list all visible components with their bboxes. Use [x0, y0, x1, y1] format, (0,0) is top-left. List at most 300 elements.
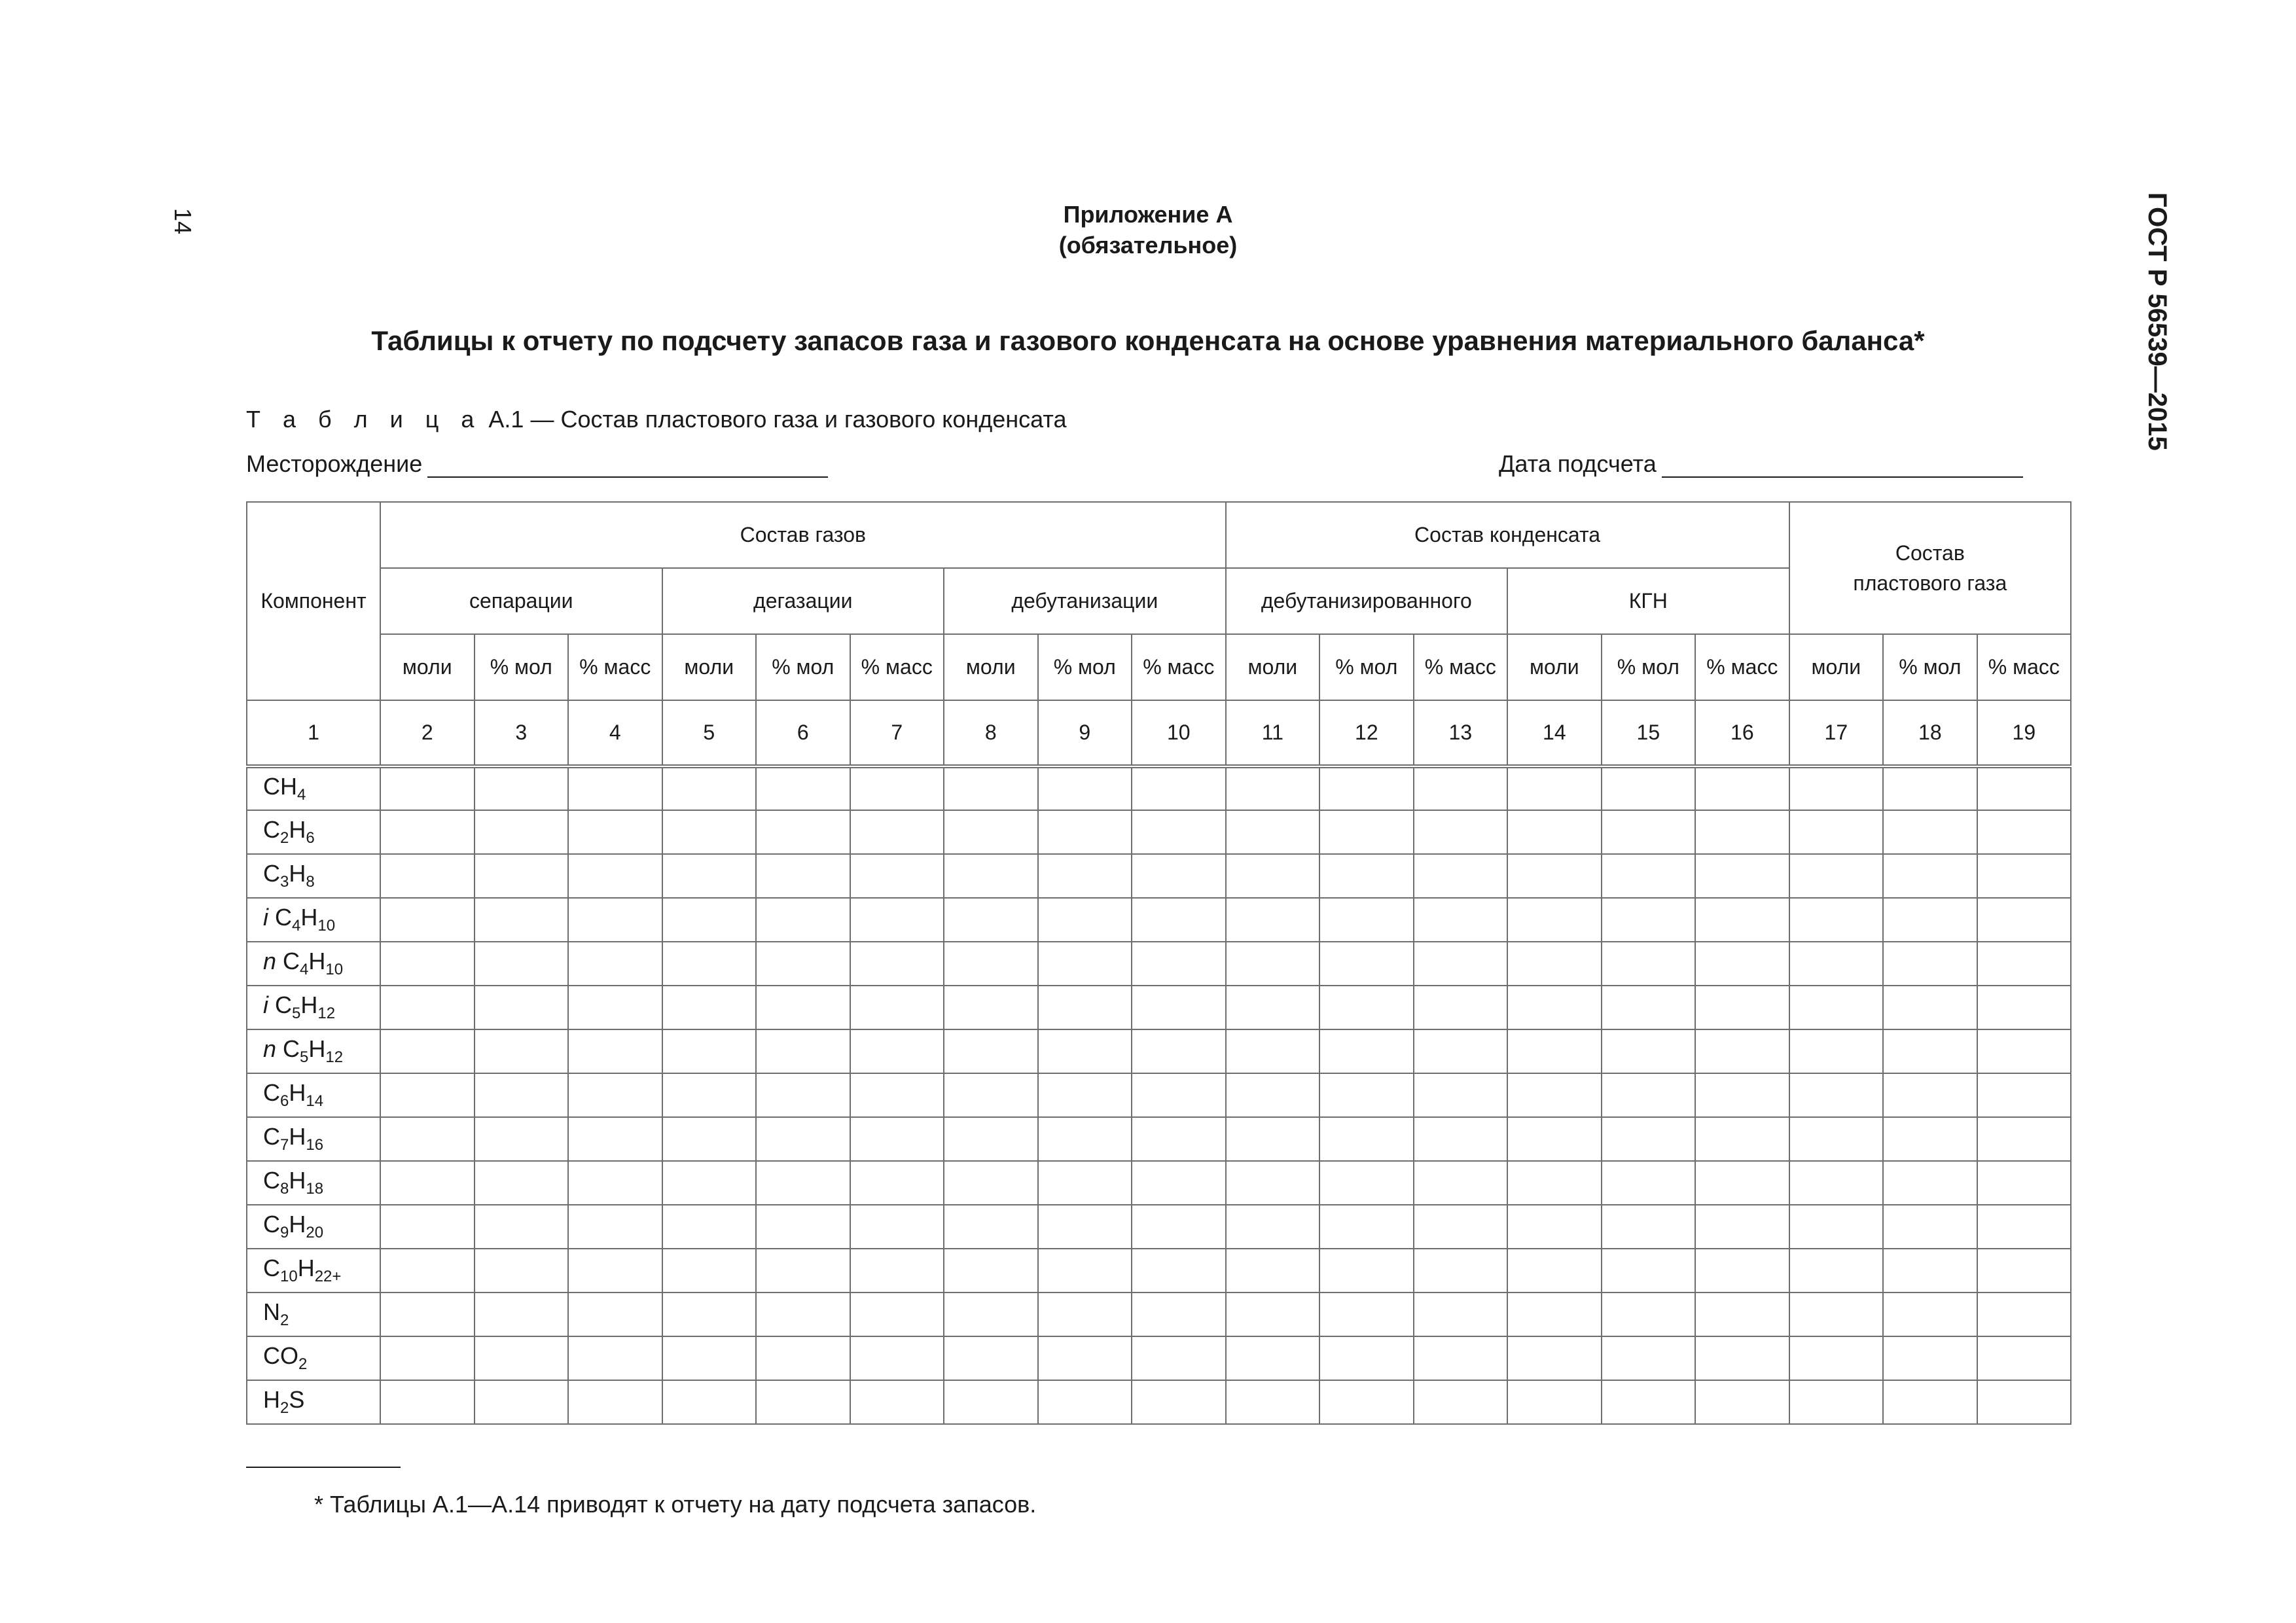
data-cell[interactable] — [1226, 1380, 1320, 1424]
data-cell[interactable] — [380, 1161, 475, 1205]
data-cell[interactable] — [1883, 1117, 1977, 1161]
data-cell[interactable] — [1602, 942, 1696, 986]
data-cell[interactable] — [1977, 1249, 2072, 1293]
data-cell[interactable] — [568, 854, 662, 898]
data-cell[interactable] — [944, 1117, 1038, 1161]
data-cell[interactable] — [850, 942, 944, 986]
data-cell[interactable] — [1977, 898, 2072, 942]
date-blank-line[interactable] — [1662, 452, 2023, 478]
data-cell[interactable] — [756, 1205, 850, 1249]
appendix-title: Приложение А — [1063, 201, 1233, 228]
data-cell[interactable] — [1789, 942, 1884, 986]
data-cell[interactable] — [1038, 1205, 1132, 1249]
data-cell[interactable] — [1507, 1117, 1602, 1161]
data-cell[interactable] — [1507, 898, 1602, 942]
data-cell[interactable] — [1883, 1249, 1977, 1293]
data-cell[interactable] — [756, 1249, 850, 1293]
data-cell[interactable] — [1977, 1117, 2072, 1161]
data-cell[interactable] — [850, 766, 944, 810]
data-cell[interactable] — [662, 766, 757, 810]
data-cell[interactable] — [1602, 1161, 1696, 1205]
data-cell[interactable] — [380, 1380, 475, 1424]
isomer-prefix: i — [263, 991, 275, 1019]
data-cell[interactable] — [475, 810, 569, 854]
data-cell[interactable] — [1602, 1073, 1696, 1117]
data-cell[interactable] — [756, 766, 850, 810]
data-cell[interactable] — [568, 1029, 662, 1073]
data-cell[interactable] — [944, 1161, 1038, 1205]
composition-table — [246, 501, 2072, 1425]
data-cell[interactable] — [1132, 854, 1226, 898]
deposit-blank-line[interactable] — [427, 452, 828, 478]
data-cell[interactable] — [1226, 854, 1320, 898]
data-cell[interactable] — [475, 1249, 569, 1293]
data-cell[interactable] — [1977, 1380, 2072, 1424]
data-cell[interactable] — [1977, 810, 2072, 854]
data-cell[interactable] — [1507, 1161, 1602, 1205]
data-cell[interactable] — [380, 1293, 475, 1336]
data-cell[interactable] — [475, 898, 569, 942]
data-cell[interactable] — [1414, 1161, 1508, 1205]
data-cell[interactable] — [1319, 1161, 1414, 1205]
data-cell[interactable] — [944, 898, 1038, 942]
data-cell[interactable] — [1038, 1073, 1132, 1117]
data-cell[interactable] — [944, 1029, 1038, 1073]
data-cell[interactable] — [1789, 766, 1884, 810]
data-cell[interactable] — [1226, 1249, 1320, 1293]
data-cell[interactable] — [380, 1249, 475, 1293]
data-cell[interactable] — [1789, 1117, 1884, 1161]
data-cell[interactable] — [568, 1117, 662, 1161]
data-cell[interactable] — [1695, 1161, 1789, 1205]
data-cell[interactable] — [568, 1249, 662, 1293]
data-cell[interactable] — [1789, 898, 1884, 942]
data-cell[interactable] — [380, 1205, 475, 1249]
data-cell[interactable] — [662, 1336, 757, 1380]
data-cell[interactable] — [568, 986, 662, 1029]
data-cell[interactable] — [1319, 810, 1414, 854]
data-cell[interactable] — [475, 1380, 569, 1424]
data-cell[interactable] — [1507, 1380, 1602, 1424]
data-cell[interactable] — [1038, 766, 1132, 810]
data-cell[interactable] — [1695, 1249, 1789, 1293]
data-cell[interactable] — [1977, 942, 2072, 986]
data-cell[interactable] — [1132, 1161, 1226, 1205]
data-cell[interactable] — [1319, 1249, 1414, 1293]
data-cell[interactable] — [1883, 1029, 1977, 1073]
data-cell[interactable] — [568, 898, 662, 942]
data-cell[interactable] — [1977, 766, 2072, 810]
data-cell[interactable] — [1226, 942, 1320, 986]
data-cell[interactable] — [1883, 1073, 1977, 1117]
data-cell[interactable] — [1695, 810, 1789, 854]
data-cell[interactable] — [1602, 1249, 1696, 1293]
data-cell[interactable] — [1883, 810, 1977, 854]
data-cell[interactable] — [1038, 1293, 1132, 1336]
data-cell[interactable] — [1602, 1336, 1696, 1380]
data-cell[interactable] — [568, 942, 662, 986]
data-cell[interactable] — [568, 1336, 662, 1380]
data-cell[interactable] — [1602, 1293, 1696, 1336]
data-cell[interactable] — [1414, 1293, 1508, 1336]
data-cell[interactable] — [662, 854, 757, 898]
data-cell[interactable] — [1319, 1029, 1414, 1073]
data-cell[interactable] — [1602, 810, 1696, 854]
data-cell[interactable] — [1789, 1161, 1884, 1205]
data-cell[interactable] — [662, 810, 757, 854]
unit-header-cell: % мол — [475, 634, 569, 700]
data-cell[interactable] — [1695, 1336, 1789, 1380]
data-cell[interactable] — [380, 942, 475, 986]
data-cell[interactable] — [380, 1336, 475, 1380]
data-cell[interactable] — [662, 1205, 757, 1249]
data-cell[interactable] — [662, 1073, 757, 1117]
data-cell[interactable] — [850, 1029, 944, 1073]
data-cell[interactable] — [1132, 1336, 1226, 1380]
data-cell[interactable] — [756, 942, 850, 986]
gas-composition-header: Состав газов — [380, 502, 1226, 568]
data-cell[interactable] — [1226, 986, 1320, 1029]
data-cell[interactable] — [1319, 854, 1414, 898]
data-cell[interactable] — [1414, 1249, 1508, 1293]
table-caption-text: А.1 — Состав пластового газа и газового конденсата — [482, 406, 1067, 433]
data-cell[interactable] — [1132, 1380, 1226, 1424]
data-cell[interactable] — [1132, 1249, 1226, 1293]
data-cell[interactable] — [1132, 898, 1226, 942]
data-cell[interactable] — [1038, 1249, 1132, 1293]
data-cell[interactable] — [756, 810, 850, 854]
data-cell[interactable] — [1602, 898, 1696, 942]
data-cell[interactable] — [662, 1380, 757, 1424]
data-cell[interactable] — [1789, 1029, 1884, 1073]
data-cell[interactable] — [568, 1380, 662, 1424]
data-cell[interactable] — [1319, 986, 1414, 1029]
data-cell[interactable] — [1883, 1161, 1977, 1205]
data-cell[interactable] — [1507, 1293, 1602, 1336]
data-cell[interactable] — [850, 898, 944, 942]
data-cell[interactable] — [1789, 1293, 1884, 1336]
data-cell[interactable] — [1132, 1293, 1226, 1336]
deposit-field — [246, 450, 828, 478]
data-cell[interactable] — [1977, 1293, 2072, 1336]
data-cell[interactable] — [568, 1293, 662, 1336]
data-cell[interactable] — [1038, 898, 1132, 942]
data-cell[interactable] — [1414, 1117, 1508, 1161]
data-cell[interactable] — [1414, 854, 1508, 898]
data-cell[interactable] — [850, 1249, 944, 1293]
unit-header-cell: % масс — [568, 634, 662, 700]
data-cell[interactable] — [1226, 1336, 1320, 1380]
data-cell[interactable] — [1507, 1205, 1602, 1249]
data-cell[interactable] — [1977, 1205, 2072, 1249]
data-cell[interactable] — [944, 1073, 1038, 1117]
data-cell[interactable] — [1132, 810, 1226, 854]
header-row-numbers — [247, 700, 2071, 766]
data-cell[interactable] — [756, 1117, 850, 1161]
data-cell[interactable] — [1038, 942, 1132, 986]
data-cell[interactable] — [1507, 942, 1602, 986]
data-cell[interactable] — [1977, 1336, 2072, 1380]
data-cell[interactable] — [1414, 766, 1508, 810]
data-cell[interactable] — [1507, 1029, 1602, 1073]
data-cell[interactable] — [1132, 942, 1226, 986]
data-cell[interactable] — [1789, 1336, 1884, 1380]
data-cell[interactable] — [756, 986, 850, 1029]
data-cell[interactable] — [1602, 854, 1696, 898]
data-cell[interactable] — [850, 1117, 944, 1161]
table-row — [247, 1029, 2071, 1073]
data-cell[interactable] — [1507, 986, 1602, 1029]
data-cell[interactable] — [850, 1205, 944, 1249]
data-cell[interactable] — [944, 854, 1038, 898]
atom-count: 2 — [280, 1399, 289, 1418]
data-cell[interactable] — [1602, 766, 1696, 810]
data-cell[interactable] — [568, 1161, 662, 1205]
data-cell[interactable] — [1038, 1336, 1132, 1380]
data-cell[interactable] — [662, 1117, 757, 1161]
data-cell[interactable] — [1226, 1029, 1320, 1073]
data-cell[interactable] — [1226, 1117, 1320, 1161]
data-cell[interactable] — [1226, 1073, 1320, 1117]
data-cell[interactable] — [475, 1029, 569, 1073]
data-cell[interactable] — [1507, 1249, 1602, 1293]
data-cell[interactable] — [1695, 1205, 1789, 1249]
data-cell[interactable] — [380, 898, 475, 942]
data-cell[interactable] — [1883, 1205, 1977, 1249]
atom-count: 5 — [300, 1048, 309, 1067]
data-cell[interactable] — [756, 1380, 850, 1424]
data-cell[interactable] — [1695, 1117, 1789, 1161]
data-cell[interactable] — [944, 1336, 1038, 1380]
data-cell[interactable] — [475, 942, 569, 986]
data-cell[interactable] — [1414, 1336, 1508, 1380]
table-row — [247, 1117, 2071, 1161]
data-cell[interactable] — [850, 1336, 944, 1380]
data-cell[interactable] — [1132, 1117, 1226, 1161]
data-cell[interactable] — [1132, 1205, 1226, 1249]
data-cell[interactable] — [380, 810, 475, 854]
data-cell[interactable] — [1414, 986, 1508, 1029]
atom-count: 9 — [280, 1224, 289, 1242]
data-cell[interactable] — [850, 854, 944, 898]
data-cell[interactable] — [1507, 810, 1602, 854]
data-cell[interactable] — [1789, 986, 1884, 1029]
main-title: Таблицы к отчету по подсчету запасов газа и газового конденсата на основе уравнения материального баланса* — [371, 325, 1925, 356]
element-symbol: S — [289, 1386, 305, 1414]
data-cell[interactable] — [1507, 1336, 1602, 1380]
data-cell[interactable] — [568, 810, 662, 854]
data-cell[interactable] — [568, 766, 662, 810]
data-cell[interactable] — [1414, 1380, 1508, 1424]
data-cell[interactable] — [756, 1293, 850, 1336]
data-cell[interactable] — [1414, 942, 1508, 986]
data-cell[interactable] — [475, 854, 569, 898]
data-cell[interactable] — [1789, 1380, 1884, 1424]
data-cell[interactable] — [1883, 1336, 1977, 1380]
data-cell[interactable] — [944, 810, 1038, 854]
data-cell[interactable] — [1414, 1073, 1508, 1117]
data-cell[interactable] — [1414, 898, 1508, 942]
unit-header-cell: моли — [662, 634, 757, 700]
data-cell[interactable] — [1319, 1336, 1414, 1380]
table-row — [247, 942, 2071, 986]
data-cell[interactable] — [850, 1161, 944, 1205]
element-symbol: H — [300, 904, 318, 931]
data-cell[interactable] — [1602, 1380, 1696, 1424]
data-cell[interactable] — [1319, 1205, 1414, 1249]
data-cell[interactable] — [850, 986, 944, 1029]
data-cell[interactable] — [1319, 1117, 1414, 1161]
data-cell[interactable] — [1602, 986, 1696, 1029]
data-cell[interactable] — [380, 854, 475, 898]
data-cell[interactable] — [380, 766, 475, 810]
data-cell[interactable] — [756, 854, 850, 898]
data-cell[interactable] — [1038, 986, 1132, 1029]
data-cell[interactable] — [1226, 1205, 1320, 1249]
data-cell[interactable] — [662, 1249, 757, 1293]
data-cell[interactable] — [944, 1249, 1038, 1293]
data-cell[interactable] — [1226, 1161, 1320, 1205]
data-cell[interactable] — [1883, 766, 1977, 810]
data-cell[interactable] — [380, 1073, 475, 1117]
data-cell[interactable] — [944, 1380, 1038, 1424]
data-cell[interactable] — [1695, 986, 1789, 1029]
data-cell[interactable] — [1507, 854, 1602, 898]
data-cell[interactable] — [1883, 854, 1977, 898]
data-cell[interactable] — [1789, 1205, 1884, 1249]
data-cell[interactable] — [1038, 1029, 1132, 1073]
data-cell[interactable] — [1977, 1161, 2072, 1205]
data-cell[interactable] — [1977, 986, 2072, 1029]
data-cell[interactable] — [475, 1073, 569, 1117]
data-cell[interactable] — [1602, 1029, 1696, 1073]
data-cell[interactable] — [1038, 810, 1132, 854]
data-cell[interactable] — [662, 1293, 757, 1336]
data-cell[interactable] — [756, 1336, 850, 1380]
data-cell[interactable] — [1695, 898, 1789, 942]
data-cell[interactable] — [568, 1073, 662, 1117]
data-cell[interactable] — [662, 1029, 757, 1073]
data-cell[interactable] — [1883, 1293, 1977, 1336]
data-cell[interactable] — [662, 898, 757, 942]
data-cell[interactable] — [1319, 1380, 1414, 1424]
data-cell[interactable] — [1789, 1249, 1884, 1293]
data-cell[interactable] — [1038, 1161, 1132, 1205]
data-cell[interactable] — [1414, 1205, 1508, 1249]
data-cell[interactable] — [475, 766, 569, 810]
data-cell[interactable] — [1602, 1205, 1696, 1249]
data-cell[interactable] — [1414, 810, 1508, 854]
data-cell[interactable] — [1977, 1029, 2072, 1073]
data-cell[interactable] — [475, 1336, 569, 1380]
data-cell[interactable] — [756, 1161, 850, 1205]
data-cell[interactable] — [1883, 942, 1977, 986]
table-caption-prefix: Т а б л и ц а — [246, 406, 482, 433]
data-cell[interactable] — [1695, 1293, 1789, 1336]
data-cell[interactable] — [1695, 1029, 1789, 1073]
data-cell[interactable] — [1319, 1073, 1414, 1117]
data-cell[interactable] — [1695, 766, 1789, 810]
data-cell[interactable] — [380, 1029, 475, 1073]
data-cell[interactable] — [475, 1293, 569, 1336]
data-cell[interactable] — [475, 1205, 569, 1249]
data-cell[interactable] — [475, 1161, 569, 1205]
data-cell[interactable] — [568, 1205, 662, 1249]
data-cell[interactable] — [1883, 1380, 1977, 1424]
data-cell[interactable] — [1319, 898, 1414, 942]
data-cell[interactable] — [944, 1205, 1038, 1249]
data-cell[interactable] — [1695, 942, 1789, 986]
data-cell[interactable] — [1132, 766, 1226, 810]
data-cell[interactable] — [850, 1380, 944, 1424]
data-cell[interactable] — [1038, 854, 1132, 898]
atom-count: 4 — [297, 786, 306, 804]
atom-count: 10 — [325, 961, 344, 979]
data-cell[interactable] — [1319, 766, 1414, 810]
data-cell[interactable] — [475, 986, 569, 1029]
column-number-cell: 16 — [1695, 700, 1789, 766]
data-cell[interactable] — [1226, 766, 1320, 810]
data-cell[interactable] — [756, 898, 850, 942]
data-cell[interactable] — [380, 1117, 475, 1161]
data-cell[interactable] — [756, 1029, 850, 1073]
data-cell[interactable] — [662, 986, 757, 1029]
unit-header-cell: моли — [380, 634, 475, 700]
data-cell[interactable] — [1132, 986, 1226, 1029]
data-cell[interactable] — [1132, 1029, 1226, 1073]
data-cell[interactable] — [1414, 1029, 1508, 1073]
data-cell[interactable] — [1695, 1073, 1789, 1117]
data-cell[interactable] — [662, 942, 757, 986]
data-cell[interactable] — [1319, 1293, 1414, 1336]
data-cell[interactable] — [850, 810, 944, 854]
data-cell[interactable] — [944, 1293, 1038, 1336]
data-cell[interactable] — [662, 1161, 757, 1205]
data-cell[interactable] — [1977, 1073, 2072, 1117]
data-cell[interactable] — [1883, 986, 1977, 1029]
element-symbol: H — [289, 1211, 306, 1238]
data-cell[interactable] — [944, 766, 1038, 810]
data-cell[interactable] — [850, 1293, 944, 1336]
unit-header-cell: % масс — [1695, 634, 1789, 700]
data-cell[interactable] — [380, 986, 475, 1029]
data-cell[interactable] — [1226, 898, 1320, 942]
data-cell[interactable] — [944, 942, 1038, 986]
data-cell[interactable] — [1507, 1073, 1602, 1117]
data-cell[interactable] — [1038, 1117, 1132, 1161]
data-cell[interactable] — [1507, 766, 1602, 810]
data-cell[interactable] — [1226, 1293, 1320, 1336]
data-cell[interactable] — [1695, 1380, 1789, 1424]
data-cell[interactable] — [1883, 898, 1977, 942]
atom-count: 2 — [280, 829, 289, 847]
data-cell[interactable] — [1695, 854, 1789, 898]
data-cell[interactable] — [1038, 1380, 1132, 1424]
column-number-cell: 18 — [1883, 700, 1977, 766]
data-cell[interactable] — [1789, 810, 1884, 854]
data-cell[interactable] — [1789, 854, 1884, 898]
data-cell[interactable] — [1226, 810, 1320, 854]
data-cell[interactable] — [475, 1117, 569, 1161]
data-cell[interactable] — [1977, 854, 2072, 898]
data-cell[interactable] — [1602, 1117, 1696, 1161]
data-cell[interactable] — [1319, 942, 1414, 986]
data-cell[interactable] — [1789, 1073, 1884, 1117]
data-cell[interactable] — [850, 1073, 944, 1117]
data-cell[interactable] — [1132, 1073, 1226, 1117]
data-cell[interactable] — [756, 1073, 850, 1117]
data-cell[interactable] — [944, 986, 1038, 1029]
